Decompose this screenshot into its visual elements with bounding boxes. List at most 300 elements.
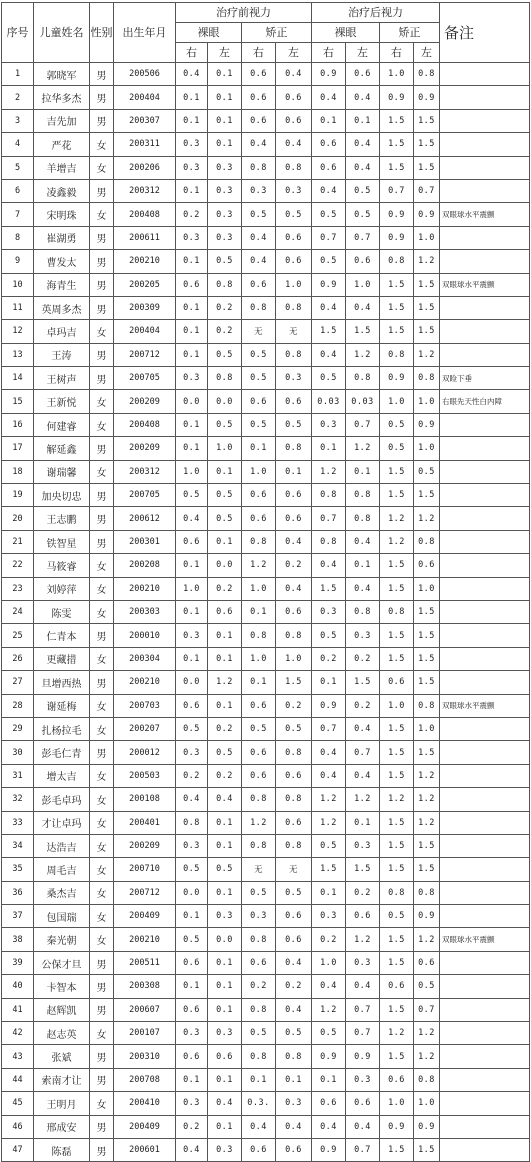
note	[440, 530, 530, 553]
sex: 女	[90, 133, 114, 156]
note	[440, 1045, 530, 1068]
after-corrected-left: 0.8	[414, 530, 440, 553]
after-naked-right: 0.9	[312, 1045, 346, 1068]
birth-date: 200708	[114, 1068, 176, 1091]
child-name: 桑杰吉	[34, 881, 90, 904]
table-row	[2, 1068, 530, 1091]
after-naked-left: 0.7	[346, 413, 380, 436]
before-corrected-left: 无	[276, 320, 312, 343]
sex: 女	[90, 320, 114, 343]
row-number: 18	[2, 460, 34, 483]
row-number: 27	[2, 671, 34, 694]
after-naked-right: 0.8	[312, 484, 346, 507]
sex: 男	[90, 671, 114, 694]
sex: 男	[90, 273, 114, 296]
row-number: 23	[2, 577, 34, 600]
before-corrected-left: 0.6	[276, 109, 312, 132]
after-corrected-right: 0.8	[380, 881, 414, 904]
before-corrected-left: 0.4	[276, 951, 312, 974]
after-corrected-right: 1.5	[380, 717, 414, 740]
before-naked-left: 0.2	[208, 320, 242, 343]
after-naked-right: 0.2	[312, 928, 346, 951]
table-row	[2, 858, 530, 881]
after-corrected-left: 0.9	[414, 86, 440, 109]
before-naked-left: 0.4	[208, 788, 242, 811]
note	[440, 320, 530, 343]
after-naked-left: 0.7	[346, 741, 380, 764]
before-naked-right: 0.8	[176, 811, 208, 834]
after-corrected-left: 0.9	[414, 1115, 440, 1138]
after-naked-left: 0.5	[346, 203, 380, 226]
before-naked-left: 0.5	[208, 413, 242, 436]
row-number: 22	[2, 554, 34, 577]
after-corrected-left: 0.6	[414, 951, 440, 974]
sex: 男	[90, 1045, 114, 1068]
after-corrected-left: 1.5	[414, 320, 440, 343]
table-row	[2, 367, 530, 390]
note	[440, 788, 530, 811]
before-naked-left: 0.2	[208, 577, 242, 600]
sex: 女	[90, 1022, 114, 1045]
birth-date: 200012	[114, 741, 176, 764]
before-naked-left: 1.0	[208, 437, 242, 460]
birth-date: 200210	[114, 671, 176, 694]
before-naked-right: 0.1	[176, 109, 208, 132]
table-row	[2, 437, 530, 460]
sex: 女	[90, 647, 114, 670]
table-row	[2, 1138, 530, 1161]
before-corrected-left: 0.8	[276, 296, 312, 319]
before-naked-left: 0.1	[208, 834, 242, 857]
sex: 女	[90, 717, 114, 740]
sex: 男	[90, 63, 114, 86]
note	[440, 1068, 530, 1091]
after-corrected-right: 0.6	[380, 975, 414, 998]
table-row	[2, 998, 530, 1021]
row-number: 32	[2, 788, 34, 811]
sex: 女	[90, 1092, 114, 1115]
after-corrected-right: 0.8	[380, 250, 414, 273]
birth-date: 200408	[114, 203, 176, 226]
vision-table	[1, 2, 530, 1162]
after-corrected-right: 1.5	[380, 928, 414, 951]
header-right: 右	[380, 43, 414, 63]
sex: 男	[90, 951, 114, 974]
after-naked-right: 0.2	[312, 647, 346, 670]
table-row	[2, 203, 530, 226]
before-corrected-left: 0.6	[276, 600, 312, 623]
child-name: 增太吉	[34, 764, 90, 787]
after-corrected-right: 1.5	[380, 133, 414, 156]
before-corrected-left: 0.5	[276, 1022, 312, 1045]
after-naked-right: 0.8	[312, 530, 346, 553]
row-number: 44	[2, 1068, 34, 1091]
child-name: 严花	[34, 133, 90, 156]
before-corrected-right: 1.2	[242, 554, 276, 577]
before-corrected-left: 0.8	[276, 624, 312, 647]
child-name: 旦增西热	[34, 671, 90, 694]
row-number: 24	[2, 600, 34, 623]
after-naked-left: 0.3	[346, 834, 380, 857]
before-naked-left: 0.5	[208, 250, 242, 273]
before-corrected-right: 0.6	[242, 63, 276, 86]
before-corrected-right: 0.6	[242, 507, 276, 530]
after-corrected-right: 1.5	[380, 764, 414, 787]
before-naked-right: 0.6	[176, 951, 208, 974]
after-naked-left: 0.8	[346, 484, 380, 507]
birth-date: 200611	[114, 226, 176, 249]
before-corrected-left: 0.5	[276, 881, 312, 904]
before-corrected-right: 0.6	[242, 741, 276, 764]
birth-date: 200612	[114, 507, 176, 530]
after-naked-right: 0.3	[312, 413, 346, 436]
row-number: 9	[2, 250, 34, 273]
header-no: 序号	[2, 3, 34, 63]
after-corrected-left: 1.0	[414, 390, 440, 413]
before-corrected-right: 0.8	[242, 156, 276, 179]
after-corrected-right: 1.5	[380, 296, 414, 319]
row-number: 1	[2, 63, 34, 86]
before-naked-right: 0.1	[176, 437, 208, 460]
note	[440, 250, 530, 273]
after-naked-left: 0.6	[346, 905, 380, 928]
after-naked-right: 0.03	[312, 390, 346, 413]
before-corrected-left: 0.6	[276, 226, 312, 249]
after-corrected-left: 0.9	[414, 203, 440, 226]
row-number: 30	[2, 741, 34, 764]
after-naked-right: 0.7	[312, 507, 346, 530]
after-naked-right: 0.3	[312, 905, 346, 928]
note	[440, 1022, 530, 1045]
after-naked-left: 0.4	[346, 133, 380, 156]
birth-date: 200210	[114, 250, 176, 273]
after-corrected-left: 1.0	[414, 226, 440, 249]
before-corrected-left: 0.8	[276, 156, 312, 179]
before-corrected-left: 0.6	[276, 1138, 312, 1161]
before-corrected-left: 0.2	[276, 554, 312, 577]
before-naked-right: 0.4	[176, 1138, 208, 1161]
after-naked-right: 0.3	[312, 600, 346, 623]
table-row	[2, 413, 530, 436]
after-corrected-left: 0.7	[414, 998, 440, 1021]
before-naked-left: 0.1	[208, 647, 242, 670]
before-corrected-left: 0.6	[276, 484, 312, 507]
after-corrected-left: 0.9	[414, 413, 440, 436]
child-name: 卡智本	[34, 975, 90, 998]
sex: 女	[90, 460, 114, 483]
before-corrected-right: 0.6	[242, 273, 276, 296]
after-corrected-right: 1.5	[380, 951, 414, 974]
note	[440, 484, 530, 507]
before-naked-right: 0.3	[176, 226, 208, 249]
sex: 女	[90, 600, 114, 623]
after-corrected-right: 1.5	[380, 741, 414, 764]
note	[440, 296, 530, 319]
after-corrected-left: 0.5	[414, 975, 440, 998]
header-left: 左	[208, 43, 242, 63]
before-corrected-right: 0.4	[242, 226, 276, 249]
before-corrected-right: 0.1	[242, 600, 276, 623]
sex: 男	[90, 179, 114, 202]
after-naked-right: 0.1	[312, 1068, 346, 1091]
before-naked-left: 0.3	[208, 905, 242, 928]
before-corrected-right: 0.5	[242, 343, 276, 366]
after-naked-left: 0.1	[346, 554, 380, 577]
before-corrected-left: 0.6	[276, 390, 312, 413]
child-name: 英周多杰	[34, 296, 90, 319]
sex: 男	[90, 1138, 114, 1161]
header-note: 备注	[440, 3, 530, 63]
after-corrected-left: 0.8	[414, 881, 440, 904]
header-right: 右	[176, 43, 208, 63]
after-naked-right: 1.5	[312, 858, 346, 881]
after-naked-left: 0.4	[346, 717, 380, 740]
before-corrected-right: 0.6	[242, 109, 276, 132]
before-corrected-right: 0.8	[242, 834, 276, 857]
table-row	[2, 343, 530, 366]
before-naked-right: 0.1	[176, 647, 208, 670]
row-number: 45	[2, 1092, 34, 1115]
before-corrected-right: 0.6	[242, 694, 276, 717]
birth-date: 200303	[114, 600, 176, 623]
birth-date: 200506	[114, 63, 176, 86]
row-number: 35	[2, 858, 34, 881]
after-naked-left: 0.4	[346, 530, 380, 553]
before-corrected-left: 0.4	[276, 998, 312, 1021]
before-corrected-right: 无	[242, 858, 276, 881]
before-naked-left: 0.2	[208, 764, 242, 787]
before-corrected-right: 0.4	[242, 250, 276, 273]
sex: 男	[90, 530, 114, 553]
before-naked-right: 0.3	[176, 367, 208, 390]
birth-date: 200409	[114, 1115, 176, 1138]
before-corrected-right: 0.8	[242, 998, 276, 1021]
birth-date: 200401	[114, 811, 176, 834]
sex: 男	[90, 226, 114, 249]
after-corrected-left: 1.5	[414, 600, 440, 623]
before-naked-left: 0.3	[208, 203, 242, 226]
before-corrected-right: 0.5	[242, 717, 276, 740]
after-naked-left: 0.8	[346, 507, 380, 530]
child-name: 卓玛吉	[34, 320, 90, 343]
after-naked-right: 0.5	[312, 624, 346, 647]
after-naked-right: 0.9	[312, 273, 346, 296]
sex: 女	[90, 390, 114, 413]
sex: 男	[90, 86, 114, 109]
after-naked-right: 0.4	[312, 975, 346, 998]
table-row	[2, 554, 530, 577]
vision-table-sheet	[1, 2, 529, 1162]
table-row	[2, 226, 530, 249]
header-after-treatment: 治疗后视力	[312, 3, 440, 23]
after-corrected-right: 1.5	[380, 460, 414, 483]
after-naked-right: 0.5	[312, 1022, 346, 1045]
birth-date: 200312	[114, 460, 176, 483]
before-corrected-left: 0.8	[276, 437, 312, 460]
sex: 男	[90, 343, 114, 366]
row-number: 2	[2, 86, 34, 109]
before-corrected-left: 0.3	[276, 1092, 312, 1115]
before-corrected-left: 0.8	[276, 834, 312, 857]
after-naked-left: 0.2	[346, 647, 380, 670]
after-naked-left: 0.5	[346, 179, 380, 202]
after-corrected-left: 1.2	[414, 928, 440, 951]
sex: 女	[90, 413, 114, 436]
after-naked-left: 1.0	[346, 273, 380, 296]
before-corrected-right: 1.0	[242, 577, 276, 600]
child-name: 崔湖勇	[34, 226, 90, 249]
after-corrected-left: 1.5	[414, 109, 440, 132]
table-row	[2, 577, 530, 600]
table-body	[2, 63, 530, 1162]
note	[440, 86, 530, 109]
row-number: 43	[2, 1045, 34, 1068]
before-corrected-left: 0.6	[276, 86, 312, 109]
after-corrected-right: 1.0	[380, 63, 414, 86]
after-naked-right: 0.9	[312, 1138, 346, 1161]
before-naked-left: 0.2	[208, 717, 242, 740]
note	[440, 717, 530, 740]
before-corrected-right: 0.1	[242, 671, 276, 694]
before-naked-left: 0.1	[208, 881, 242, 904]
child-name: 海青生	[34, 273, 90, 296]
table-row	[2, 905, 530, 928]
after-corrected-left: 1.2	[414, 811, 440, 834]
note	[440, 975, 530, 998]
after-corrected-right: 0.9	[380, 86, 414, 109]
note: 右眼先天性白内障	[440, 390, 530, 413]
after-corrected-right: 1.5	[380, 554, 414, 577]
after-naked-left: 0.2	[346, 694, 380, 717]
after-naked-left: 0.4	[346, 296, 380, 319]
birth-date: 200410	[114, 1092, 176, 1115]
child-name: 秦光朝	[34, 928, 90, 951]
note	[440, 905, 530, 928]
after-corrected-left: 1.2	[414, 1045, 440, 1068]
after-naked-left: 1.2	[346, 788, 380, 811]
after-naked-right: 0.4	[312, 764, 346, 787]
before-naked-left: 0.5	[208, 858, 242, 881]
child-name: 刘婷萍	[34, 577, 90, 600]
sex: 男	[90, 998, 114, 1021]
before-corrected-left: 0.4	[276, 133, 312, 156]
after-corrected-right: 1.2	[380, 507, 414, 530]
sex: 女	[90, 156, 114, 179]
note	[440, 460, 530, 483]
before-naked-right: 0.0	[176, 390, 208, 413]
sex: 男	[90, 296, 114, 319]
table-row	[2, 600, 530, 623]
before-naked-right: 0.1	[176, 343, 208, 366]
before-naked-right: 0.2	[176, 764, 208, 787]
before-naked-left: 0.4	[208, 1092, 242, 1115]
child-name: 王树声	[34, 367, 90, 390]
before-corrected-left: 0.5	[276, 717, 312, 740]
after-naked-right: 0.7	[312, 717, 346, 740]
row-number: 3	[2, 109, 34, 132]
child-name: 王新悦	[34, 390, 90, 413]
before-naked-right: 0.1	[176, 905, 208, 928]
table-row	[2, 975, 530, 998]
birth-date: 200107	[114, 1022, 176, 1045]
header-after-naked: 裸眼	[312, 23, 380, 43]
birth-date: 200301	[114, 530, 176, 553]
before-naked-left: 0.1	[208, 133, 242, 156]
before-naked-right: 1.0	[176, 577, 208, 600]
before-corrected-right: 0.6	[242, 86, 276, 109]
child-name: 更藏措	[34, 647, 90, 670]
before-naked-right: 0.5	[176, 484, 208, 507]
before-corrected-right: 0.5	[242, 1022, 276, 1045]
child-name: 仁青本	[34, 624, 90, 647]
after-corrected-right: 0.8	[380, 600, 414, 623]
birth-date: 200205	[114, 273, 176, 296]
before-corrected-right: 0.2	[242, 975, 276, 998]
before-naked-left: 0.6	[208, 1045, 242, 1068]
after-naked-right: 0.4	[312, 86, 346, 109]
row-number: 7	[2, 203, 34, 226]
before-naked-right: 0.6	[176, 273, 208, 296]
sex: 男	[90, 437, 114, 460]
birth-date: 200310	[114, 1045, 176, 1068]
sex: 女	[90, 554, 114, 577]
note	[440, 624, 530, 647]
before-naked-right: 0.6	[176, 998, 208, 1021]
child-name: 周毛吉	[34, 858, 90, 881]
row-number: 16	[2, 413, 34, 436]
sex: 女	[90, 694, 114, 717]
after-corrected-left: 0.9	[414, 905, 440, 928]
after-corrected-left: 0.6	[414, 554, 440, 577]
child-name: 凌鑫毅	[34, 179, 90, 202]
before-naked-left: 0.5	[208, 484, 242, 507]
before-corrected-right: 0.6	[242, 951, 276, 974]
after-corrected-left: 1.2	[414, 250, 440, 273]
header-left: 左	[414, 43, 440, 63]
after-naked-left: 0.8	[346, 367, 380, 390]
before-corrected-left: 0.6	[276, 764, 312, 787]
note: 双眼球水平震颤	[440, 203, 530, 226]
child-name: 吉先加	[34, 109, 90, 132]
after-naked-right: 0.1	[312, 437, 346, 460]
after-corrected-right: 1.5	[380, 1045, 414, 1068]
birth-date: 200010	[114, 624, 176, 647]
before-naked-left: 0.3	[208, 179, 242, 202]
row-number: 33	[2, 811, 34, 834]
after-naked-left: 0.1	[346, 811, 380, 834]
note: 双眼球水平震颤	[440, 928, 530, 951]
before-corrected-left: 0.6	[276, 905, 312, 928]
row-number: 29	[2, 717, 34, 740]
after-naked-right: 0.4	[312, 296, 346, 319]
before-corrected-left: 0.2	[276, 975, 312, 998]
before-corrected-left: 0.6	[276, 928, 312, 951]
after-corrected-right: 0.6	[380, 671, 414, 694]
child-name: 王明月	[34, 1092, 90, 1115]
after-naked-left: 0.1	[346, 460, 380, 483]
header-before-corrected: 矫正	[242, 23, 312, 43]
after-naked-right: 0.6	[312, 1092, 346, 1115]
before-naked-right: 0.3	[176, 133, 208, 156]
before-corrected-right: 0.1	[242, 1068, 276, 1091]
after-naked-right: 1.2	[312, 788, 346, 811]
after-naked-left: 0.3	[346, 951, 380, 974]
note	[440, 507, 530, 530]
child-name: 赵辉凯	[34, 998, 90, 1021]
header-left: 左	[346, 43, 380, 63]
row-number: 39	[2, 951, 34, 974]
after-corrected-left: 1.5	[414, 156, 440, 179]
